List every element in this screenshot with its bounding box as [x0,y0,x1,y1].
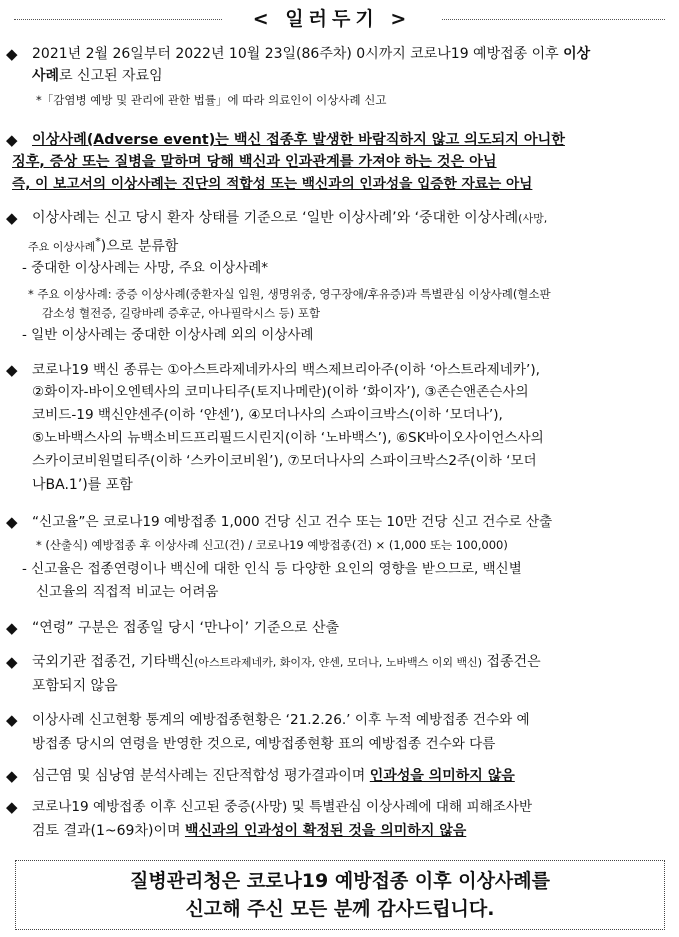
diamond-bullet-icon: ◆ [6,711,18,729]
diamond-bullet-icon: ◆ [6,361,18,379]
header-divider-left [14,19,222,20]
diamond-bullet-icon: ◆ [6,513,18,531]
footnote: * (산출식) 예방접종 후 이상사례 신고(건) / 코로나19 예방접종(건) × (1,000 또는 100,000) [36,538,508,552]
note-text: 코로나19 예방접종 이후 신고된 중증(사망) 및 특별관심 이상사례에 대해 피해조사반 [32,799,533,815]
note-text: 스카이코비원멀티주(이하 ‘스카이코비원’), ⑦모더나사의 스파이크박스2주(이하 ‘모더 [32,453,537,469]
diamond-bullet-icon: ◆ [6,131,18,149]
note-text: 국외기관 접종건, 기타백신(아스트라제네카, 화이자, 얀센, 모더나, 노바백스 이외 백신) 접종건은 [32,654,541,670]
note-text: “신고율”은 코로나19 예방접종 1,000 건당 신고 건수 또는 10만 건당 신고 건수로 산출 [32,514,553,530]
note-text: ⑤노바백스사의 뉴백소비드프리필드시린지(이하 ‘노바백스’), ⑥SK바이오사이언스사의 [32,430,544,446]
header-divider-right [442,19,665,20]
detail-text: - 중대한 이상사례는 사망, 주요 이상사례* [22,260,269,276]
note-text: 코비드-19 백신얀센주(이하 ‘얀센’), ④모더나사의 스파이크박스(이하 ‘모더나’), [32,407,503,423]
diamond-bullet-icon: ◆ [6,209,18,227]
footnote: * 주요 이상사례: 중증 이상사례(중환자실 입원, 생명위중, 영구장애/후유증)과 특별관심 이상사례(혈소판 [28,287,551,301]
note-text: 주요 이상사례*)으로 분류함 [28,235,179,255]
diamond-bullet-icon: ◆ [6,45,18,63]
thank-you-box [15,860,665,930]
page-title: < 일러두기 > [252,8,412,30]
note-text: 2021년 2월 26일부터 2022년 10월 23일(86주차) 0시까지 코로나19 예방접종 이후 이상 [32,46,591,62]
note-text: 즉, 이 보고서의 이상사례는 진단의 적합성 또는 백신과의 인과성을 입증한 자료는 아님 [12,176,533,192]
note-text: 이상사례 신고현황 통계의 예방접종현황은 ‘21.2.26.’ 이후 누적 예방접종 건수와 예 [32,712,530,728]
detail-text: - 일반 이상사례는 중대한 이상사례 외의 이상사례 [22,327,314,343]
note-text: 검토 결과(1~69차)이며 백신과의 인과성이 확정된 것을 의미하지 않음 [32,823,467,839]
diamond-bullet-icon: ◆ [6,619,18,637]
footnote: 감소성 혈전증, 길랑바레 증후군, 아나필락시스 등) 포함 [42,306,321,320]
detail-text: - 신고율은 접종연령이나 백신에 대한 인식 등 다양한 요인의 영향을 받으므로, 백신별 [22,561,522,577]
detail-text: 신고율의 직접적 비교는 어려움 [36,584,219,600]
thank-you-line-1: 질병관리청은 코로나19 예방접종 이후 이상사례를 [130,870,550,892]
note-text: 포함되지 않음 [32,678,118,694]
thank-you-line-2: 신고해 주신 모든 분께 감사드립니다. [185,898,495,920]
note-text: ②화이자-바이오엔텍사의 코미나티주(토지나메란)(이하 ‘화이자’), ③존슨앤존슨사의 [32,384,529,400]
note-text: “연령” 구분은 접종일 당시 ‘만나이’ 기준으로 산출 [32,620,340,636]
note-text: 심근염 및 심낭염 분석사례는 진단적합성 평가결과이며 인과성을 의미하지 않음 [32,768,515,784]
note-text: 사례로 신고된 자료임 [32,68,163,84]
diamond-bullet-icon: ◆ [6,653,18,671]
note-text: 코로나19 백신 종류는 ①아스트라제네카사의 백스제브리아주(이하 ‘아스트라제네카’), [32,362,540,378]
diamond-bullet-icon: ◆ [6,798,18,816]
note-text: 방접종 당시의 연령을 반영한 것으로, 예방접종현황 표의 예방접종 건수와 다름 [32,736,496,752]
diamond-bullet-icon: ◆ [6,767,18,785]
note-text: 징후, 증상 또는 질병을 말하며 당해 백신과 인과관계를 가져야 하는 것은 아님 [12,154,497,170]
header [0,8,679,30]
note-text: 나BA.1’)를 포함 [32,477,133,493]
note-text: 이상사례는 신고 당시 환자 상태를 기준으로 ‘일반 이상사례’와 ‘중대한 이상사례(사망, [32,210,548,226]
footnote: *「감염병 예방 및 관리에 관한 법률」에 따라 의료인이 이상사례 신고 [36,93,387,107]
note-text: 이상사례(Adverse event)는 백신 접종후 발생한 바람직하지 않고 의도되지 아니한 [32,132,565,148]
